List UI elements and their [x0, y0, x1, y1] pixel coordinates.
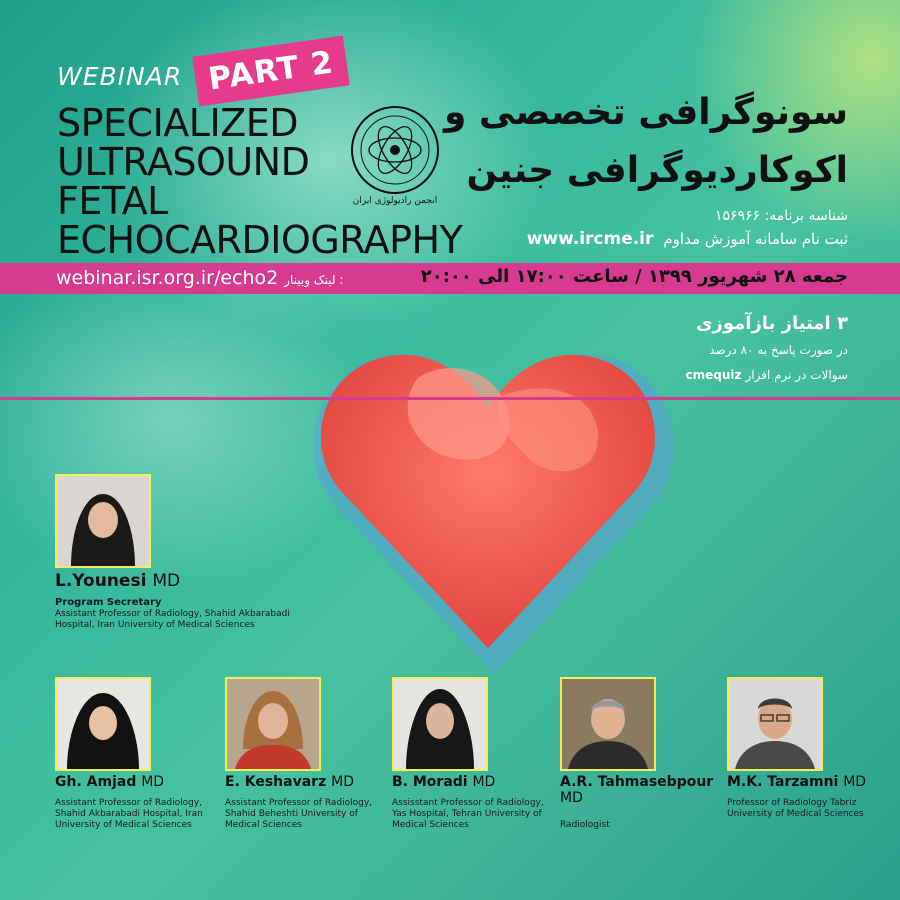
webinar-label: WEBINAR: [57, 62, 183, 91]
part-badge: PART 2: [192, 36, 349, 107]
persian-title-line-1: سونوگرافی تخصصی و: [444, 92, 848, 133]
avatar: [57, 476, 149, 566]
program-id: شناسه برنامه: ۱۵۶۹۶۶: [715, 208, 848, 224]
webinar-url[interactable]: webinar.isr.org.ir/echo2: [56, 267, 279, 289]
avatar: [394, 679, 486, 769]
society-seal-logo: [349, 104, 441, 196]
condition-line-2: [685, 368, 848, 382]
points-label: ۳ امتیاز بازآموزی: [695, 313, 848, 334]
speaker-role-tahmasebpour: Radiologist: [560, 820, 610, 830]
avatar: [729, 679, 821, 769]
title-line-4: ECHOCARDIOGRAPHY: [57, 218, 463, 262]
speaker-photo-tarzamni: [727, 677, 823, 771]
link-label: : لینک وبینار: [284, 273, 344, 287]
speaker-role-younesi: Program Secretary Assistant Professor of Radiology, Shahid Akbarabadi Hospital, Iran University of Medical Sciences: [55, 597, 290, 630]
register-line: [527, 229, 848, 249]
condition-line-1: در صورت پاسخ به ۸۰ درصد: [709, 343, 848, 357]
title-line-1: SPECIALIZED: [57, 101, 298, 145]
speaker-role-tarzamni: Professor of Radiology Tabriz University of Medical Sciences: [727, 798, 864, 819]
title-line-2: ULTRASOUND: [57, 140, 310, 184]
speaker-photo-moradi: [392, 677, 488, 771]
register-url[interactable]: www.ircme.ir: [526, 229, 654, 249]
title-line-3: FETAL: [57, 179, 168, 223]
speaker-photo-amjad: [55, 677, 151, 771]
register-label: ثبت نام سامانه آموزش مداوم: [663, 230, 848, 248]
divider-line: [0, 397, 900, 400]
event-date: جمعه ۲۸ شهریور ۱۳۹۹ / ساعت ۱۷:۰۰ الی ۲۰:۰۰: [420, 266, 848, 287]
avatar: [227, 679, 319, 769]
heart-hands-illustration: [298, 318, 678, 678]
speaker-photo-keshavarz: [225, 677, 321, 771]
speaker-name-keshavarz: E. Keshavarz MD: [225, 774, 354, 790]
seal-caption: انجمن رادیولوژی ایران: [352, 196, 438, 206]
speaker-name-moradi: B. Moradi MD: [392, 774, 496, 790]
speaker-name-tarzamni: M.K. Tarzamni MD: [727, 774, 867, 790]
speaker-photo-tahmasebpour: [560, 677, 656, 771]
app-name: cmequiz: [685, 368, 742, 382]
speaker-name-younesi: L.Younesi MD: [55, 571, 181, 591]
speaker-role-moradi: Assisstant Professor of Radiology, Yas Hospital, Tehran University of Medical Sciences: [392, 798, 544, 830]
avatar: [57, 679, 149, 769]
speaker-role-keshavarz: Assistant Professor of Radiology, Shahid Beheshti University of Medical Sciences: [225, 798, 373, 830]
condition-text: سوالات در نرم افزار: [745, 368, 848, 382]
speaker-photo-younesi: [55, 474, 151, 568]
avatar: [562, 679, 654, 769]
link-line: [56, 267, 343, 289]
speaker-name-tahmasebpour: A.R. Tahmasebpour MD: [560, 774, 714, 806]
persian-title-line-2: اکوکاردیوگرافی جنین: [466, 150, 848, 191]
speaker-name-amjad: Gh. Amjad MD: [55, 774, 165, 790]
speaker-role-amjad: Assistant Professor of Radiology, Shahid Akbarabadi Hospital, Iran University of Medical Sciences: [55, 798, 203, 830]
